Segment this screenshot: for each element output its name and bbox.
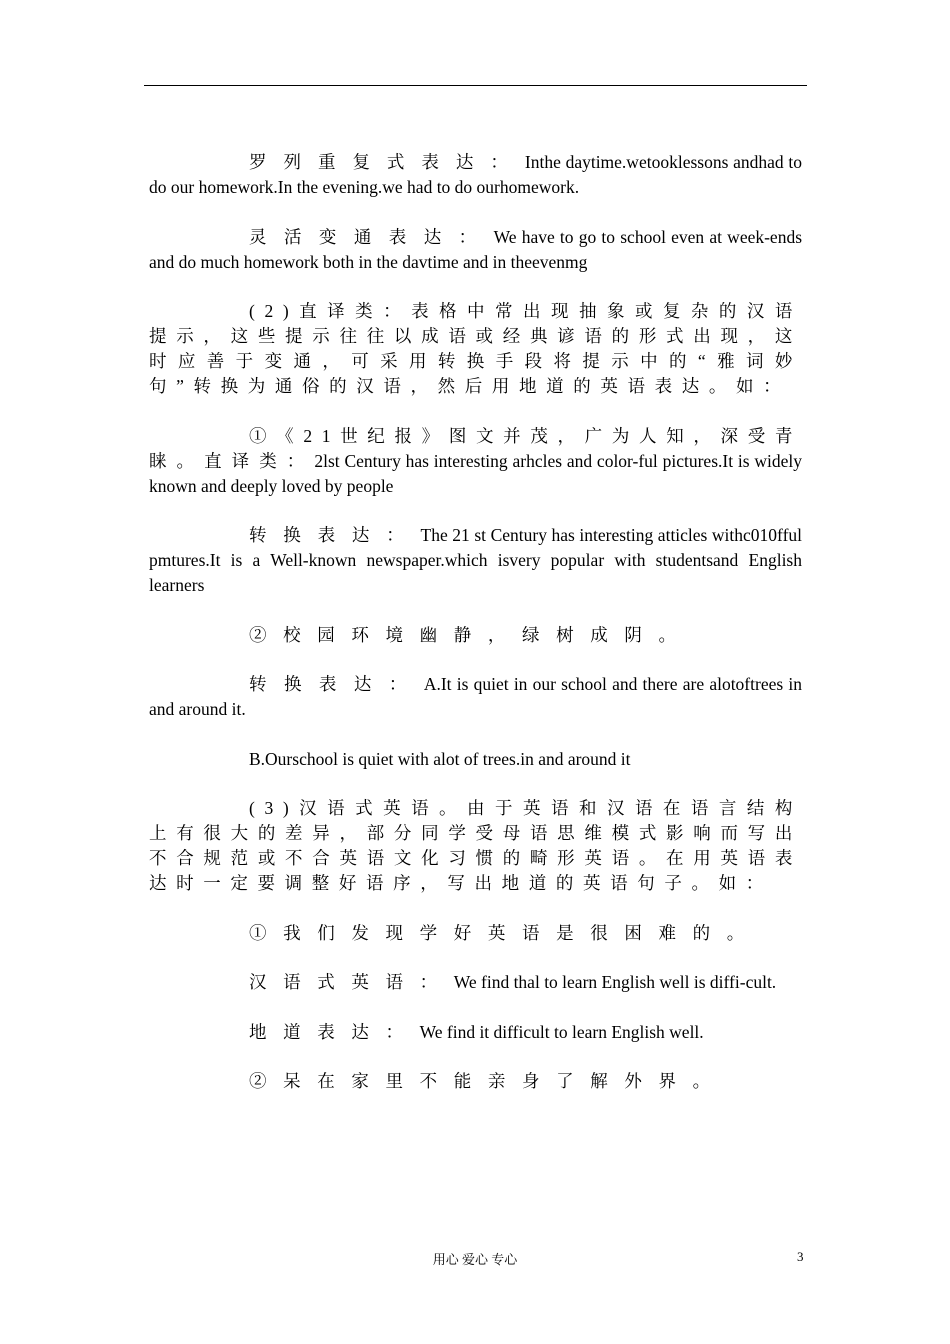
chinese-label: 转换表达： <box>249 525 421 545</box>
english-text: A.It is quiet in our school and there are alotoftrees in and around it. <box>149 674 802 719</box>
paragraph-example-4: ②呆在家里不能亲身了解外界。 <box>249 1071 727 1091</box>
english-text: Inthe daytime.wetooklessons andhad to do our homework.In the evening.we had to do ourhomework. <box>149 152 803 197</box>
chinese-label: 罗列重复式表达： <box>249 152 525 172</box>
paragraph-conversion-1 <box>149 523 802 598</box>
english-text: We find it difficult to learn English well. <box>419 1021 704 1042</box>
paragraph-chinglish <box>149 970 802 995</box>
paragraph-example-3: ①我们发现学好英语是很困难的。 <box>249 922 761 943</box>
english-text: We find thal to learn English well is diffi-cult. <box>453 972 777 992</box>
chinese-label: 地道表达： <box>249 1021 420 1042</box>
paragraph-listing-style <box>149 150 802 200</box>
paragraph-section-2: (2)直译类：表格中常出现抽象或复杂的汉语提示，这些提示往往以成语或经典谚语的形式出现，这时应善于变通，可采用转换手段将提示中的“雅词妙句”转换为通俗的汉语，然后用地道的英语表达。如： <box>149 301 803 396</box>
chinese-label: 灵活变通表达： <box>249 226 494 247</box>
page-number: 3 <box>797 1249 804 1264</box>
chinese-label: 转换表达： <box>249 674 424 694</box>
footer-text: 用心 爱心 专心 <box>432 1252 518 1267</box>
english-text: 2lst Century has interesting arhcles and color-ful pictures.It is widely known and deeply loved by people <box>149 450 802 496</box>
header-rule <box>144 85 807 86</box>
chinese-label: ①《21世纪报》图文并茂，广为人知，深受青睐。直译类： <box>149 425 802 471</box>
paragraph-idiomatic <box>149 1020 802 1045</box>
paragraph-example-1 <box>149 424 802 499</box>
paragraph-flexible-style <box>149 225 802 275</box>
paragraph-conversion-2b: B.Ourschool is quiet with alot of trees.in and around it <box>249 748 631 769</box>
chinese-label: 汉语式英语： <box>249 972 454 992</box>
paragraph-conversion-2a <box>149 672 802 722</box>
english-text: The 21 st Century has interesting atticles withc010fful pmtures.It is a Well-known newspaper.which isvery popular with studentsand English learners <box>149 525 803 595</box>
page-content <box>149 150 802 1119</box>
paragraph-section-3: (3)汉语式英语。由于英语和汉语在语言结构上有很大的差异，部分同学受母语思维模式影响而写出不合规范或不合英语文化习惯的畸形英语。在用英语表达时一定要调整好语序，写出地道的英语句子。如： <box>149 798 802 893</box>
english-text: We have to go to school even at week-ends and do much homework both in the davtime and in theevenmg <box>149 226 803 272</box>
paragraph-example-2: ②校园环境幽静，绿树成阴。 <box>249 624 693 645</box>
